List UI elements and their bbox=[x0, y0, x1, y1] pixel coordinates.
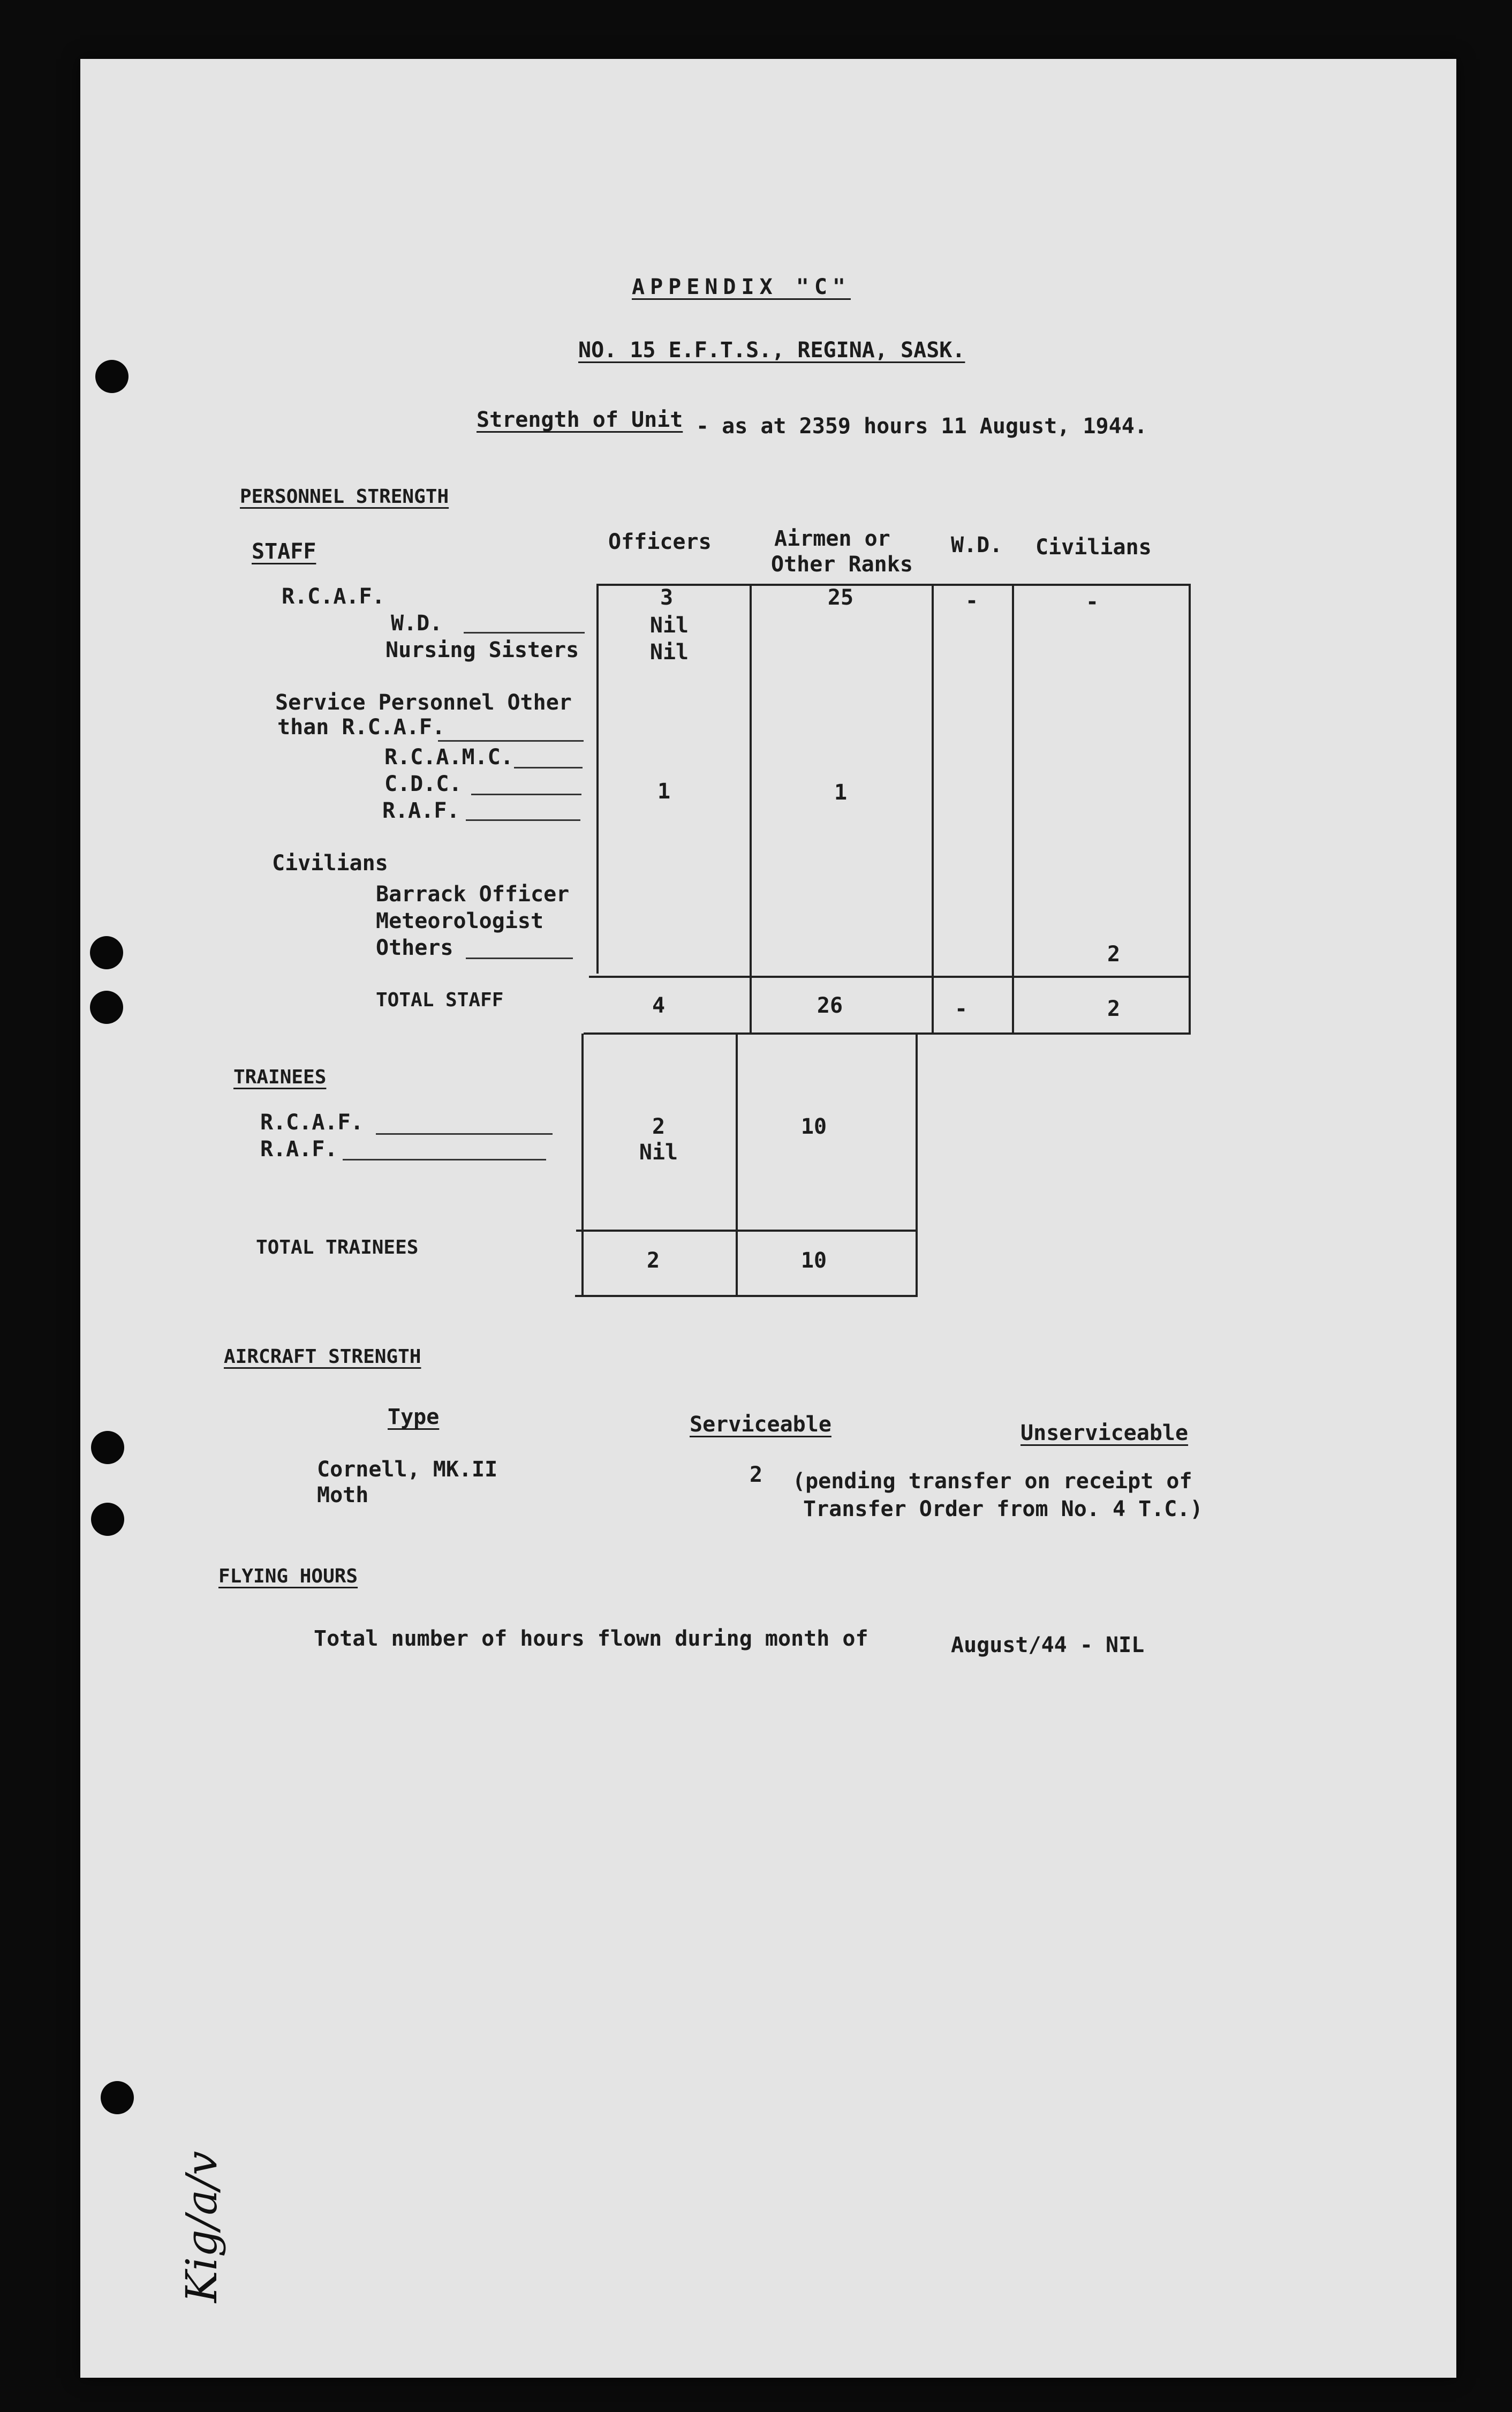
trainees-raf-officers: Nil bbox=[639, 1140, 678, 1165]
flying-value: August/44 - NIL bbox=[951, 1633, 1145, 1657]
trainees-rcaf-officers: 2 bbox=[652, 1114, 666, 1139]
strength-label: Strength of Unit bbox=[477, 408, 683, 432]
total-staff-wd: - bbox=[954, 997, 968, 1021]
total-trainees-airmen: 10 bbox=[800, 1248, 827, 1273]
punch-hole bbox=[90, 936, 123, 969]
col-wd: W.D. bbox=[951, 533, 1003, 557]
trainees-heading: TRAINEES bbox=[233, 1066, 327, 1088]
cdc-airmen: 1 bbox=[834, 780, 848, 805]
aircraft-type-cornell: Cornell, MK.II bbox=[317, 1457, 498, 1482]
col-officers: Officers bbox=[608, 530, 712, 554]
total-staff-officers: 4 bbox=[652, 993, 666, 1018]
row-raf: R.A.F. bbox=[382, 798, 460, 823]
serviceable-label: Serviceable bbox=[690, 1412, 831, 1437]
row-total-staff: TOTAL STAFF bbox=[376, 989, 504, 1011]
flying-text: Total number of hours flown during month of bbox=[314, 1626, 868, 1651]
nursing-officers: Nil bbox=[649, 640, 689, 665]
punch-hole bbox=[90, 991, 123, 1024]
personnel-heading: PERSONNEL STRENGTH bbox=[240, 486, 449, 508]
appendix-title: APPENDIX "C" bbox=[632, 275, 851, 299]
total-staff-civilians: 2 bbox=[1107, 997, 1121, 1021]
wd-officers: Nil bbox=[649, 613, 689, 638]
rcaf-officers: 3 bbox=[660, 585, 674, 610]
cdc-officers: 1 bbox=[657, 779, 671, 804]
unit-title: NO. 15 E.F.T.S., REGINA, SASK. bbox=[578, 338, 965, 363]
document-page bbox=[80, 59, 1456, 2378]
row-meteor: Meteorologist bbox=[376, 909, 544, 933]
col-airmen-1: Airmen or bbox=[774, 526, 890, 551]
others-civilians: 2 bbox=[1107, 942, 1121, 967]
total-staff-airmen: 26 bbox=[817, 993, 843, 1018]
rcaf-civilians: - bbox=[1085, 590, 1099, 614]
strength-date: - as at 2359 hours 11 August, 1944. bbox=[696, 414, 1147, 439]
aircraft-type-moth: Moth bbox=[317, 1483, 369, 1507]
punch-hole bbox=[91, 1431, 124, 1464]
row-service-2: than R.C.A.F. bbox=[277, 715, 445, 740]
col-airmen-2: Other Ranks bbox=[771, 552, 913, 577]
unserviceable-label: Unserviceable bbox=[1020, 1421, 1189, 1445]
staff-label: STAFF bbox=[252, 539, 316, 564]
aircraft-heading: AIRCRAFT STRENGTH bbox=[224, 1346, 421, 1368]
rcaf-airmen: 25 bbox=[827, 585, 854, 610]
trainees-raf: R.A.F. bbox=[260, 1137, 338, 1162]
row-others: Others bbox=[376, 936, 453, 960]
transfer-note-1: (pending transfer on receipt of bbox=[792, 1469, 1192, 1494]
total-trainees-officers: 2 bbox=[646, 1248, 660, 1273]
serviceable-value: 2 bbox=[750, 1463, 763, 1487]
row-rcamc: R.C.A.M.C. bbox=[384, 745, 513, 770]
row-nursing: Nursing Sisters bbox=[385, 638, 579, 662]
transfer-note-2: Transfer Order from No. 4 T.C.) bbox=[803, 1497, 1203, 1521]
total-trainees-label: TOTAL TRAINEES bbox=[256, 1237, 419, 1258]
row-rcaf: R.C.A.F. bbox=[282, 584, 385, 609]
row-barrack: Barrack Officer bbox=[376, 882, 570, 907]
row-wd: W.D. bbox=[391, 611, 443, 636]
trainees-rcaf: R.C.A.F. bbox=[260, 1110, 364, 1135]
punch-hole bbox=[91, 1503, 124, 1536]
punch-hole bbox=[101, 2081, 134, 2114]
punch-hole bbox=[95, 360, 128, 393]
type-label: Type bbox=[388, 1405, 440, 1429]
flying-heading: FLYING HOURS bbox=[218, 1565, 358, 1587]
col-civilians: Civilians bbox=[1035, 535, 1152, 560]
rcaf-wd: - bbox=[965, 589, 979, 613]
row-cdc: C.D.C. bbox=[384, 772, 462, 796]
row-civilians: Civilians bbox=[272, 851, 388, 876]
handwritten-signature: Kig/a/v bbox=[177, 2151, 226, 2303]
trainees-rcaf-airmen: 10 bbox=[800, 1114, 827, 1139]
row-service-1: Service Personnel Other bbox=[275, 690, 572, 715]
